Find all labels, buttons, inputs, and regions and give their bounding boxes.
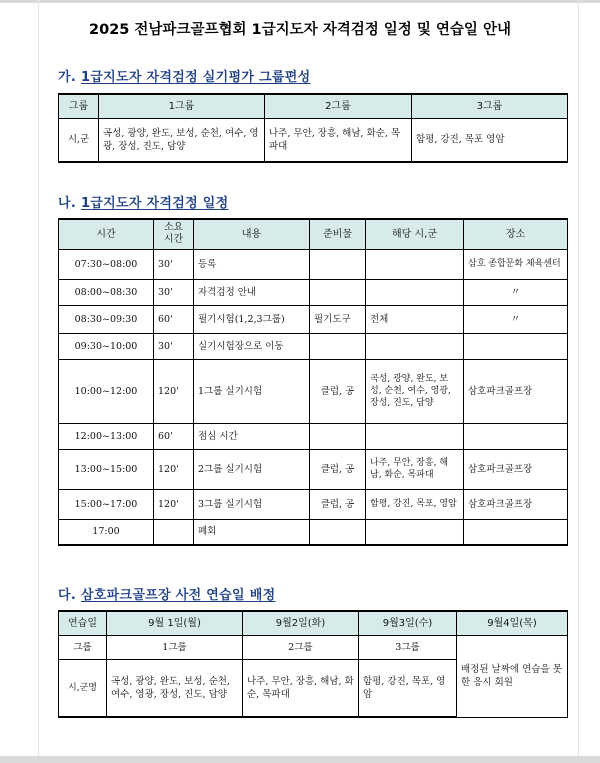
- row-content: 점심 시간: [194, 423, 310, 449]
- row-duration: 120': [154, 489, 194, 519]
- table-row: [59, 359, 568, 423]
- group-header-2: 2그룹: [265, 94, 412, 118]
- practice-group-2-cities: 나주, 무안, 장흥, 해남, 화순, 목파대: [243, 659, 359, 717]
- row-time: 17:00: [59, 519, 154, 545]
- table-row: [59, 449, 568, 489]
- row-place: 삼호 종합문화 체육센터: [464, 249, 568, 279]
- schedule-header-place: 장소: [464, 219, 568, 249]
- group-header-label: 그룹: [59, 94, 99, 118]
- section-c-title: 삼호파크골프장 사전 연습일 배정: [80, 588, 276, 603]
- row-prep: 필기도구: [310, 305, 366, 333]
- practice-group-3-cities: 함평, 강진, 목포, 영암: [359, 659, 457, 717]
- row-content: 실기시험장으로 이동: [194, 333, 310, 359]
- page-margin-right: [578, 0, 579, 763]
- practice-date-4: 9월4일(목): [457, 611, 568, 635]
- row-place: 삼호파크골프장: [464, 489, 568, 519]
- section-c-heading: [58, 584, 275, 603]
- section-b-heading: [58, 192, 229, 211]
- row-prep: [310, 279, 366, 305]
- row-content: 폐회: [194, 519, 310, 545]
- group-header-1: 1그룹: [99, 94, 265, 118]
- row-prep: [310, 333, 366, 359]
- table-row: [59, 423, 568, 449]
- row-city: [366, 279, 464, 305]
- row-time: 08:00~08:30: [59, 279, 154, 305]
- row-city: 곡성, 광양, 완도, 보성, 순천, 여수, 영광, 장성, 진도, 담양: [366, 359, 464, 423]
- schedule-header-prep: 준비물: [310, 219, 366, 249]
- row-place: 〃: [464, 305, 568, 333]
- section-a-title: 1급지도자 자격검정 실기평가 그룹편성: [80, 70, 311, 85]
- row-place: 삼호파크골프장: [464, 449, 568, 489]
- row-prep: 클럽, 공: [310, 449, 366, 489]
- group-table: [58, 93, 568, 163]
- practice-note: 배정된 날짜에 연습을 못한 응시 회원: [457, 635, 568, 717]
- table-row: [59, 489, 568, 519]
- practice-date-3: 9월3일(수): [359, 611, 457, 635]
- row-duration: [154, 519, 194, 545]
- page-edge-top: [0, 0, 600, 3]
- row-prep: [310, 519, 366, 545]
- section-a-heading: [58, 66, 311, 85]
- group-row-label: 시,군: [59, 118, 99, 162]
- row-city: [366, 519, 464, 545]
- row-prep: 클럽, 공: [310, 489, 366, 519]
- row-content: 등록: [194, 249, 310, 279]
- row-duration: 60': [154, 305, 194, 333]
- document-title: 2025 전남파크골프협회 1급지도자 자격검정 일정 및 연습일 안내: [89, 22, 511, 38]
- schedule-header-city: 해당 시,군: [366, 219, 464, 249]
- group-3-cities: 함평, 강진, 목포 영암: [412, 118, 568, 162]
- practice-group-1: 1그룹: [107, 635, 243, 659]
- row-content: 2그룹 실기시험: [194, 449, 310, 489]
- table-row: [59, 519, 568, 545]
- practice-group-2: 2그룹: [243, 635, 359, 659]
- row-prep: [310, 423, 366, 449]
- row-time: 08:30~09:30: [59, 305, 154, 333]
- row-time: 07:30~08:00: [59, 249, 154, 279]
- row-city: [366, 333, 464, 359]
- row-content: 자격검정 안내: [194, 279, 310, 305]
- row-city: 함평, 강진, 목포, 영암: [366, 489, 464, 519]
- practice-date-1: 9월 1일(월): [107, 611, 243, 635]
- row-duration: 120': [154, 359, 194, 423]
- row-time: 12:00~13:00: [59, 423, 154, 449]
- section-b-title: 1급지도자 자격검정 일정: [80, 196, 229, 211]
- practice-date-label: 연습일: [59, 611, 107, 635]
- row-duration: 120': [154, 449, 194, 489]
- schedule-header-content: 내용: [194, 219, 310, 249]
- row-city: 전체: [366, 305, 464, 333]
- table-row: [59, 305, 568, 333]
- table-row: [59, 333, 568, 359]
- practice-date-2: 9월2일(화): [243, 611, 359, 635]
- row-place: 삼호파크골프장: [464, 359, 568, 423]
- group-2-cities: 나주, 무안, 장흥, 해남, 화순, 목파대: [265, 118, 412, 162]
- row-duration: 30': [154, 279, 194, 305]
- schedule-header-time: 시간: [59, 219, 154, 249]
- row-time: 10:00~12:00: [59, 359, 154, 423]
- row-place: [464, 519, 568, 545]
- row-duration: 60': [154, 423, 194, 449]
- row-content: 필기시험(1,2,3그룹): [194, 305, 310, 333]
- practice-group-label: 그룹: [59, 635, 107, 659]
- row-time: 13:00~15:00: [59, 449, 154, 489]
- row-city: [366, 423, 464, 449]
- row-time: 09:30~10:00: [59, 333, 154, 359]
- practice-group-3: 3그룹: [359, 635, 457, 659]
- section-b-prefix: 나.: [58, 196, 77, 211]
- group-header-3: 3그룹: [412, 94, 568, 118]
- row-prep: 클럽, 공: [310, 359, 366, 423]
- page-margin-left: [38, 0, 39, 763]
- row-content: 3그룹 실기시험: [194, 489, 310, 519]
- row-prep: [310, 249, 366, 279]
- practice-city-label: 시,군명: [59, 659, 107, 717]
- section-c-prefix: 다.: [58, 588, 77, 603]
- row-place: [464, 423, 568, 449]
- practice-table: [58, 610, 568, 718]
- row-place: [464, 333, 568, 359]
- table-row: [59, 249, 568, 279]
- row-place: 〃: [464, 279, 568, 305]
- row-content: 1그룹 실기시험: [194, 359, 310, 423]
- row-time: 15:00~17:00: [59, 489, 154, 519]
- page-edge-bottom: [0, 756, 600, 763]
- section-a-prefix: 가.: [58, 70, 77, 85]
- group-1-cities: 곡성, 광양, 완도, 보성, 순천, 여수, 영광, 장성, 진도, 담양: [99, 118, 265, 162]
- row-duration: 30': [154, 249, 194, 279]
- schedule-header-duration: 소요 시간: [154, 219, 194, 249]
- row-duration: 30': [154, 333, 194, 359]
- row-city: 나주, 무안, 장흥, 해남, 화순, 목파대: [366, 449, 464, 489]
- row-city: [366, 249, 464, 279]
- practice-group-1-cities: 곡성, 광양, 완도, 보성, 순천, 여수, 영광, 장성, 진도, 담양: [107, 659, 243, 717]
- schedule-table: [58, 218, 568, 546]
- table-row: [59, 279, 568, 305]
